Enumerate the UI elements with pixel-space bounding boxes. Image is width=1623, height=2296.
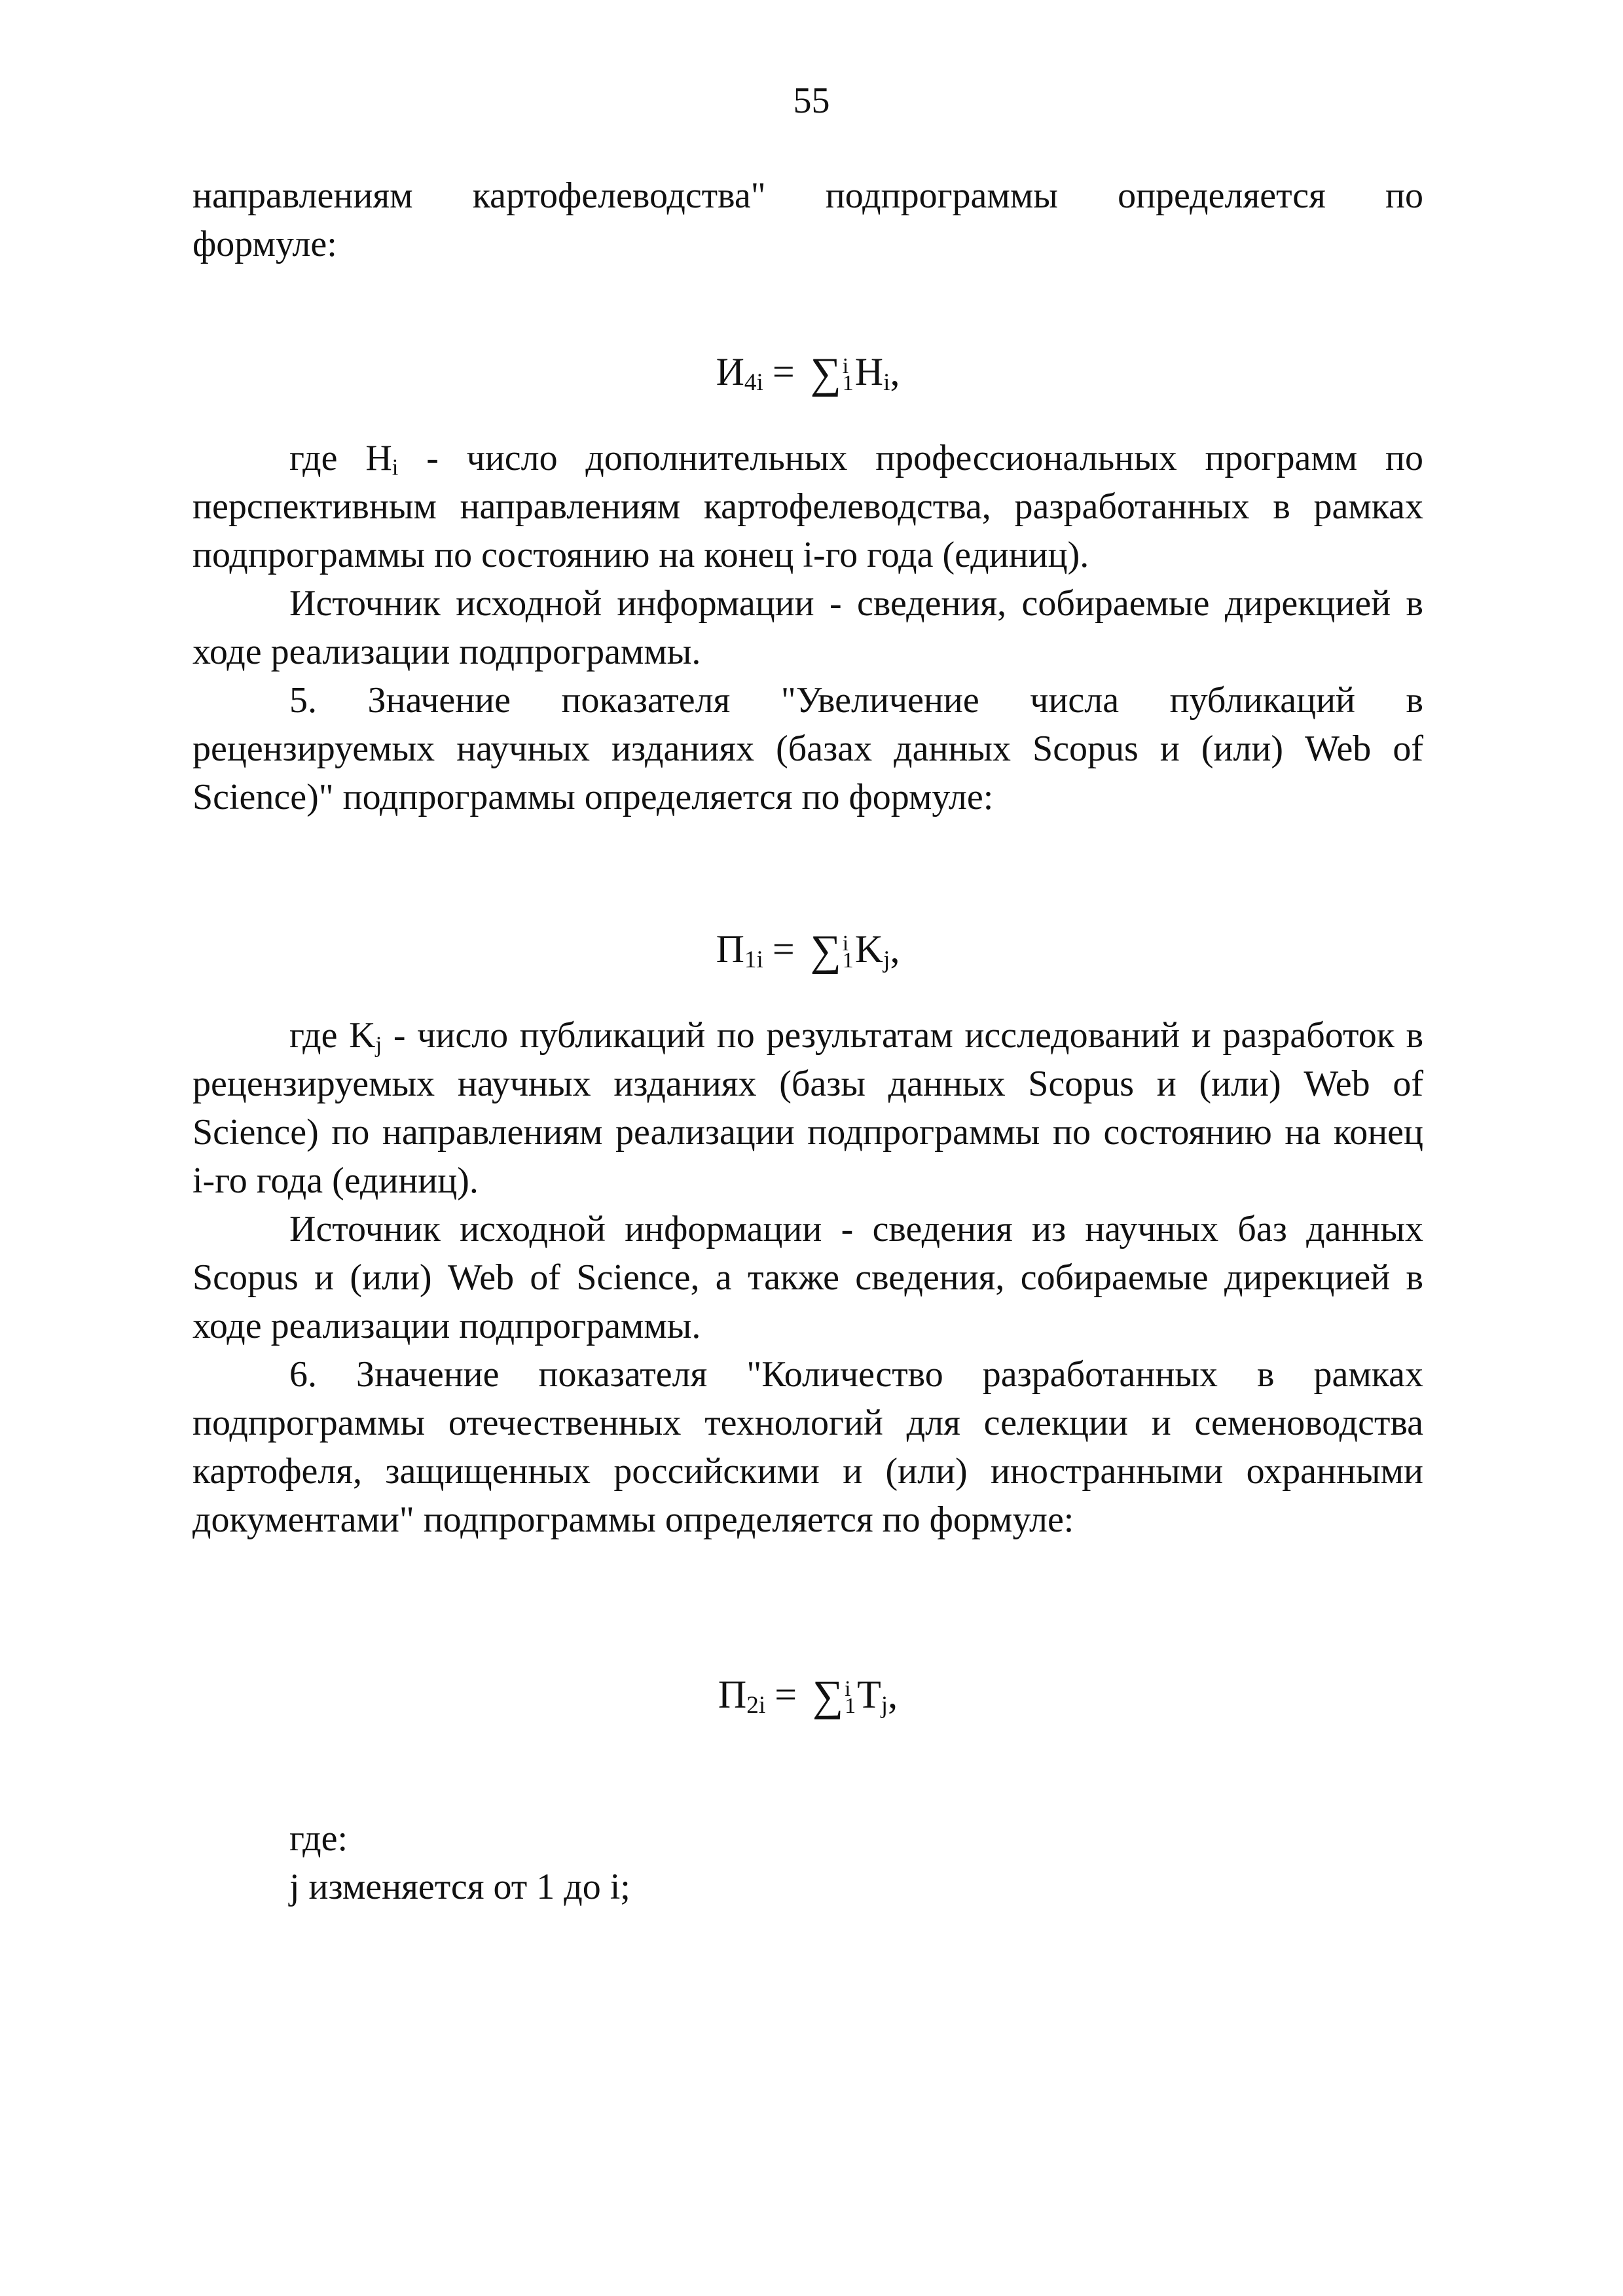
sum-limits (842, 931, 854, 973)
where-j-definition: j изменяется от 1 до i; (289, 1867, 630, 1907)
formula-variable: T (857, 1673, 881, 1716)
definition-h-prefix: где Н (289, 438, 392, 478)
formula-variable: Н (854, 350, 884, 393)
definition-h-text: - число дополнительных профессиональных программ по перспективным направлениям картофелеводства, разработанных в рамках подпрограммы по состоянию на конец i-го года (единиц). (192, 438, 1423, 575)
formula-lhs: П (718, 1673, 747, 1716)
paragraph-1-line-1: направлениям картофелеводства" подпрограммы определяется по (192, 175, 1423, 216)
sum-lower-limit: 1 (845, 1694, 856, 1718)
sum-limits (842, 354, 854, 395)
paragraph-source-2: Источник исходной информации - сведения из научных баз данных Scopus и (или) Web of Science, а также сведения, собираемые дирекцией в ходе реализации подпрограммы. (192, 1209, 1423, 1346)
formula-i4 (192, 346, 1423, 400)
definition-h-subscript: i (392, 454, 399, 480)
formula-comma: , (890, 350, 900, 393)
sum-symbol: ∑ (810, 350, 841, 397)
formula-lhs-subscript: 2i (746, 1692, 766, 1719)
formula-p2 (192, 1668, 1423, 1723)
formula-variable-subscript: j (881, 1692, 888, 1719)
sum-upper-limit: i (842, 354, 849, 378)
paragraph-item-5: 5. Значение показателя "Увеличение числа публикаций в рецензируемых научных изданиях (базах данных Scopus и (или) Web of Science)" подпрограммы определяется по формуле: (192, 680, 1423, 817)
formula-equals: = (772, 350, 795, 393)
formula-comma: , (888, 1673, 898, 1716)
paragraph-definition-h (192, 434, 1423, 579)
paragraph-source-1: Источник исходной информации - сведения, собираемые дирекцией в ходе реализации подпрограммы. (192, 583, 1423, 672)
formula-p1 (192, 923, 1423, 977)
formula-variable-subscript: i (883, 369, 890, 397)
formula-equals: = (772, 927, 795, 971)
definition-k-text: - число публикаций по результатам исследований и разработок в рецензируемых научных изданиях (базы данных Scopus и (или) Web of Science) по направлениям реализации подпрограммы по состоянию на конец i-го года (единиц). (192, 1015, 1424, 1201)
paragraph-1-line-2: формуле: (192, 224, 337, 264)
where-label: где: (289, 1818, 348, 1859)
sum-limits (845, 1677, 856, 1718)
paragraph-item-6: 6. Значение показателя "Количество разработанных в рамках подпрограммы отечественных технологий для селекции и семеноводства картофеля, защищенных российскими и (или) иностранными охранными документами" подпрограммы определяется по формуле: (192, 1354, 1423, 1540)
formula-lhs-subscript: 1i (744, 946, 763, 974)
paragraph-definition-k (192, 1011, 1423, 1205)
formula-variable-subscript: j (883, 946, 890, 974)
sum-symbol: ∑ (812, 1672, 844, 1720)
sum-upper-limit: i (845, 1677, 851, 1701)
sum-lower-limit: 1 (842, 371, 854, 395)
sum-lower-limit: 1 (842, 948, 854, 973)
sum-symbol: ∑ (810, 927, 841, 975)
formula-equals: = (775, 1673, 797, 1716)
page-number: 55 (793, 81, 830, 121)
definition-k-prefix: где K (289, 1015, 376, 1056)
formula-lhs: И (716, 350, 744, 393)
formula-variable: K (854, 927, 884, 971)
formula-lhs-subscript: 4i (744, 369, 763, 397)
formula-comma: , (890, 927, 900, 971)
formula-lhs: П (716, 927, 744, 971)
definition-k-subscript: j (375, 1031, 382, 1058)
sum-upper-limit: i (842, 931, 849, 956)
document-body (192, 171, 1423, 1911)
